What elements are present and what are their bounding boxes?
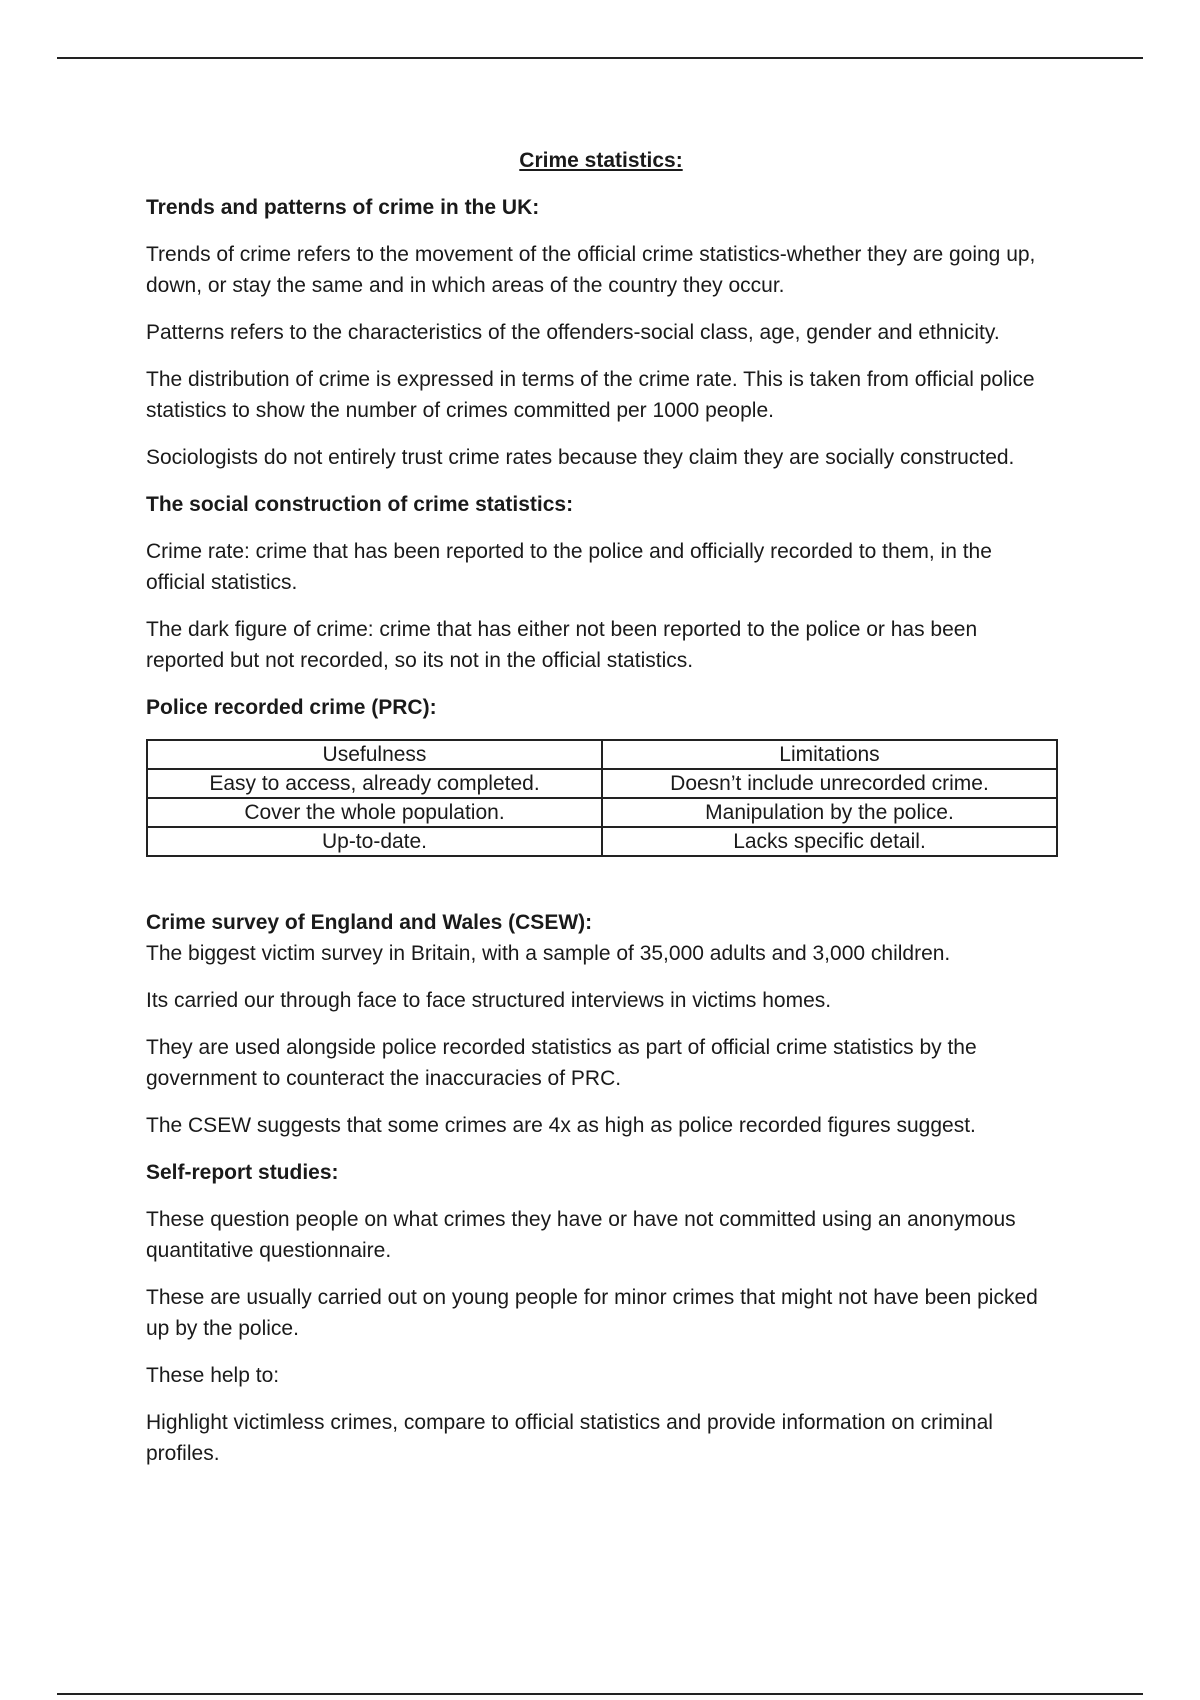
paragraph: Highlight victimless crimes, compare to official statistics and provide information on criminal profiles. <box>146 1411 993 1465</box>
table-cell: Cover the whole population. <box>147 798 602 827</box>
paragraph: These are usually carried out on young people for minor crimes that might not have been picked up by the police. <box>146 1286 1038 1340</box>
table-cell: Lacks specific detail. <box>602 827 1057 856</box>
paragraph: Patterns refers to the characteristics of the offenders-social class, age, gender and ethnicity. <box>146 321 1000 344</box>
table-row <box>147 769 1057 798</box>
paragraph: These help to: <box>146 1364 280 1387</box>
table-header-usefulness: Usefulness <box>147 740 602 769</box>
section-heading-self-report: Self-report studies: <box>146 1161 339 1184</box>
table-cell: Manipulation by the police. <box>602 798 1057 827</box>
table-row <box>147 798 1057 827</box>
table-cell: Easy to access, already completed. <box>147 769 602 798</box>
paragraph: The CSEW suggests that some crimes are 4x as high as police recorded figures suggest. <box>146 1114 976 1137</box>
header-rule <box>57 57 1143 59</box>
table-header-limitations: Limitations <box>602 740 1057 769</box>
paragraph: These question people on what crimes they have or have not committed using an anonymous quantitative questionnaire. <box>146 1208 1016 1262</box>
section-heading-csew: Crime survey of England and Wales (CSEW): <box>146 911 593 934</box>
paragraph: Trends of crime refers to the movement of the official crime statistics-whether they are going up, down, or stay the same and in which areas of the country they occur. <box>146 243 1036 297</box>
paragraph: Sociologists do not entirely trust crime rates because they claim they are socially constructed. <box>146 446 1015 469</box>
prc-table <box>146 739 1058 857</box>
paragraph: The distribution of crime is expressed in terms of the crime rate. This is taken from official police statistics to show the number of crimes committed per 1000 people. <box>146 368 1035 422</box>
table-cell: Doesn’t include unrecorded crime. <box>602 769 1057 798</box>
section-heading-social-construction: The social construction of crime statistics: <box>146 493 574 516</box>
document-body <box>146 145 1056 1485</box>
section-heading-prc: Police recorded crime (PRC): <box>146 696 437 719</box>
document-title: Crime statistics: <box>519 149 683 172</box>
table-cell: Up-to-date. <box>147 827 602 856</box>
paragraph: Crime rate: crime that has been reported to the police and officially recorded to them, in the official statistics. <box>146 540 992 594</box>
paragraph: They are used alongside police recorded statistics as part of official crime statistics by the government to counteract the inaccuracies of PRC. <box>146 1036 977 1090</box>
paragraph: Its carried our through face to face structured interviews in victims homes. <box>146 989 832 1012</box>
footer-rule <box>57 1693 1143 1695</box>
table-header-row <box>147 740 1057 769</box>
paragraph: The dark figure of crime: crime that has either not been reported to the police or has been reported but not recorded, so its not in the official statistics. <box>146 618 978 672</box>
paragraph: The biggest victim survey in Britain, with a sample of 35,000 adults and 3,000 children. <box>146 942 951 965</box>
table-row <box>147 827 1057 856</box>
section-heading-trends: Trends and patterns of crime in the UK: <box>146 196 540 219</box>
